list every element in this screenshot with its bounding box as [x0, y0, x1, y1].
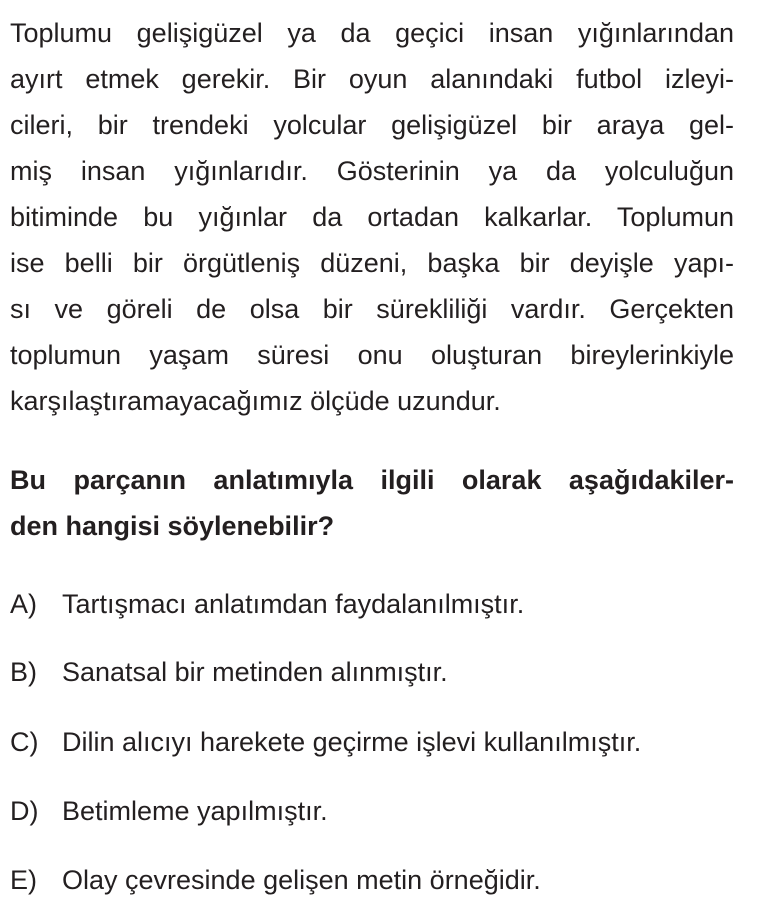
passage-line: miş insan yığınlarıdır. Gösterinin ya da yolculuğun — [10, 156, 734, 186]
option-text: Tartışmacı anlatımdan faydalanılmıştır. — [62, 589, 525, 619]
passage-line: bitiminde bu yığınlar da ortadan kalkarlar. Toplumun — [10, 202, 734, 232]
passage-line: ise belli bir örgütleniş düzeni, başka bir deyişle yapı- — [10, 248, 734, 278]
option-a[interactable] — [10, 584, 750, 624]
option-e[interactable] — [10, 860, 750, 900]
option-letter: E) — [10, 865, 37, 895]
option-text: Sanatsal bir metinden alınmıştır. — [62, 657, 448, 687]
prompt-line: Bu parçanın anlatımıyla ilgili olarak aşağıdakiler- — [10, 465, 734, 495]
passage-line: sı ve göreli de olsa bir sürekliliği vardır. Gerçekten — [10, 294, 734, 324]
option-d[interactable] — [10, 791, 750, 831]
option-letter: A) — [10, 589, 37, 619]
option-b[interactable] — [10, 652, 750, 692]
passage-line: ayırt etmek gerekir. Bir oyun alanındaki futbol izleyi- — [10, 64, 734, 94]
option-text: Dilin alıcıyı harekete geçirme işlevi kullanılmıştır. — [62, 727, 642, 757]
passage-line: toplumun yaşam süresi onu oluşturan bireylerinkiyle — [10, 340, 734, 370]
passage-line: karşılaştıramayacağımız ölçüde uzundur. — [10, 386, 501, 416]
option-text: Betimleme yapılmıştır. — [62, 796, 328, 826]
passage-line: cileri, bir trendeki yolcular gelişigüzel bir araya gel- — [10, 110, 734, 140]
passage-line: Toplumu gelişigüzel ya da geçici insan yığınlarından — [10, 18, 734, 48]
option-letter: C) — [10, 727, 39, 757]
prompt-line: den hangisi söylenebilir? — [10, 511, 335, 541]
option-letter: D) — [10, 796, 39, 826]
option-text: Olay çevresinde gelişen metin örneğidir. — [62, 865, 541, 895]
option-letter: B) — [10, 657, 37, 687]
option-c[interactable] — [10, 722, 750, 762]
